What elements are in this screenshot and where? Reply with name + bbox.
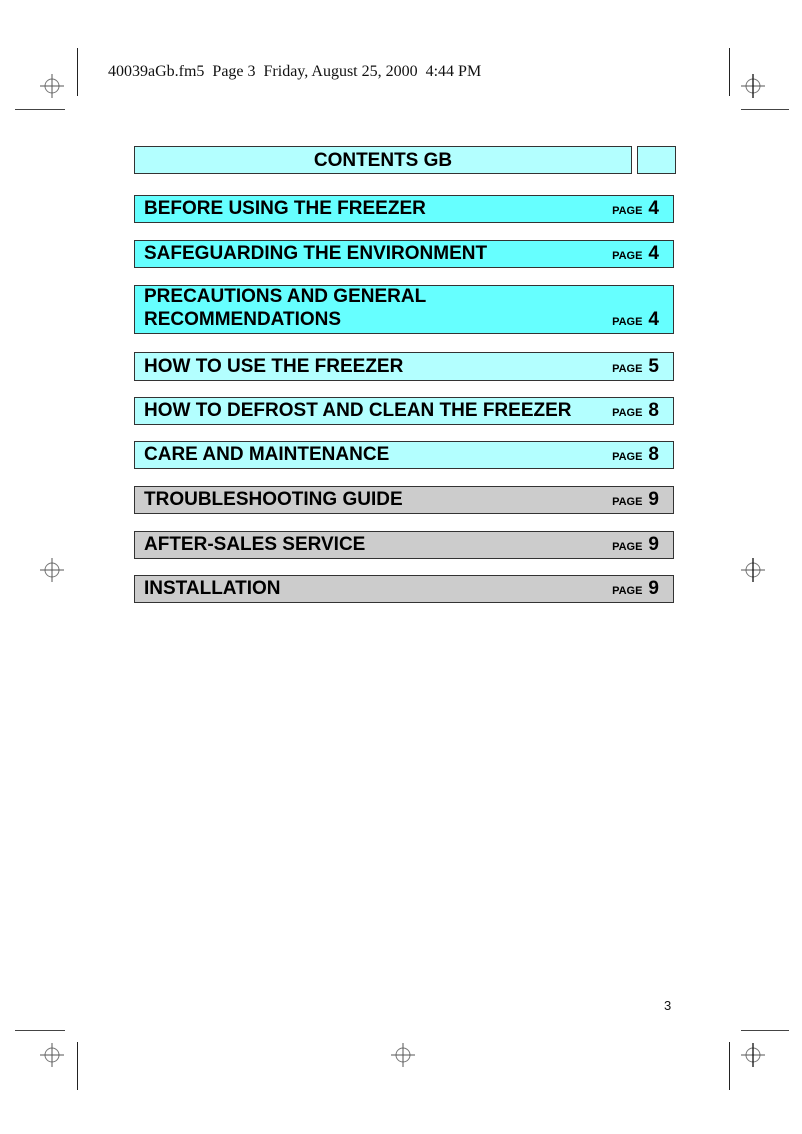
toc-entry-page: PAGE 4 (612, 243, 659, 264)
toc-entry-installation[interactable] (134, 575, 674, 603)
crop-mark (741, 109, 789, 110)
toc-entry-page: PAGE 9 (612, 578, 659, 599)
toc-entry-label: CARE AND MAINTENANCE (144, 444, 390, 465)
toc-entry-defrost-clean[interactable] (134, 397, 674, 425)
toc-entry-label: HOW TO USE THE FREEZER (144, 356, 404, 377)
toc-entry-page: PAGE 8 (612, 444, 659, 465)
registration-mark-icon (741, 558, 765, 582)
toc-entry-page: PAGE 4 (612, 198, 659, 219)
toc-entry-page: PAGE 9 (612, 489, 659, 510)
toc-entry-label: HOW TO DEFROST AND CLEAN THE FREEZER (144, 400, 572, 421)
print-slug: 40039aGb.fm5 Page 3 Friday, August 25, 2000 4:44 PM (108, 63, 482, 80)
crop-mark (729, 1042, 730, 1090)
toc-entry-label: BEFORE USING THE FREEZER (144, 198, 426, 219)
page-number: 3 (664, 998, 672, 1013)
registration-mark-icon (40, 1043, 64, 1067)
toc-entry-label: TROUBLESHOOTING GUIDE (144, 489, 403, 510)
contents-title-side-box (637, 146, 676, 174)
toc-entry-how-to-use[interactable] (134, 352, 674, 381)
toc-entry-label: INSTALLATION (144, 578, 281, 599)
toc-entry-precautions[interactable] (134, 285, 674, 334)
contents-title: CONTENTS GB (134, 146, 632, 174)
crop-mark (15, 109, 65, 110)
toc-entry-label: AFTER-SALES SERVICE (144, 534, 366, 555)
registration-mark-icon (741, 1043, 765, 1067)
toc-entry-label: SAFEGUARDING THE ENVIRONMENT (144, 243, 488, 264)
crop-mark (741, 1030, 789, 1031)
toc-entry-page: PAGE 9 (612, 534, 659, 555)
toc-entry-after-sales[interactable] (134, 531, 674, 559)
toc-entry-troubleshooting[interactable] (134, 486, 674, 514)
toc-entry-page: PAGE 8 (612, 400, 659, 421)
registration-mark-icon (391, 1043, 415, 1067)
registration-mark-icon (741, 74, 765, 98)
toc-entry-safeguarding-environment[interactable] (134, 240, 674, 268)
registration-mark-icon (40, 558, 64, 582)
crop-mark (15, 1030, 65, 1031)
registration-mark-icon (40, 74, 64, 98)
crop-mark (77, 1042, 78, 1090)
toc-entry-page: PAGE 5 (612, 356, 659, 377)
crop-mark (77, 48, 78, 96)
toc-entry-label: PRECAUTIONS AND GENERAL RECOMMENDATIONS (144, 286, 427, 330)
toc-entry-before-using[interactable] (134, 195, 674, 223)
crop-mark (729, 48, 730, 96)
toc-entry-care-maintenance[interactable] (134, 441, 674, 469)
toc-entry-page: PAGE 4 (612, 309, 659, 330)
